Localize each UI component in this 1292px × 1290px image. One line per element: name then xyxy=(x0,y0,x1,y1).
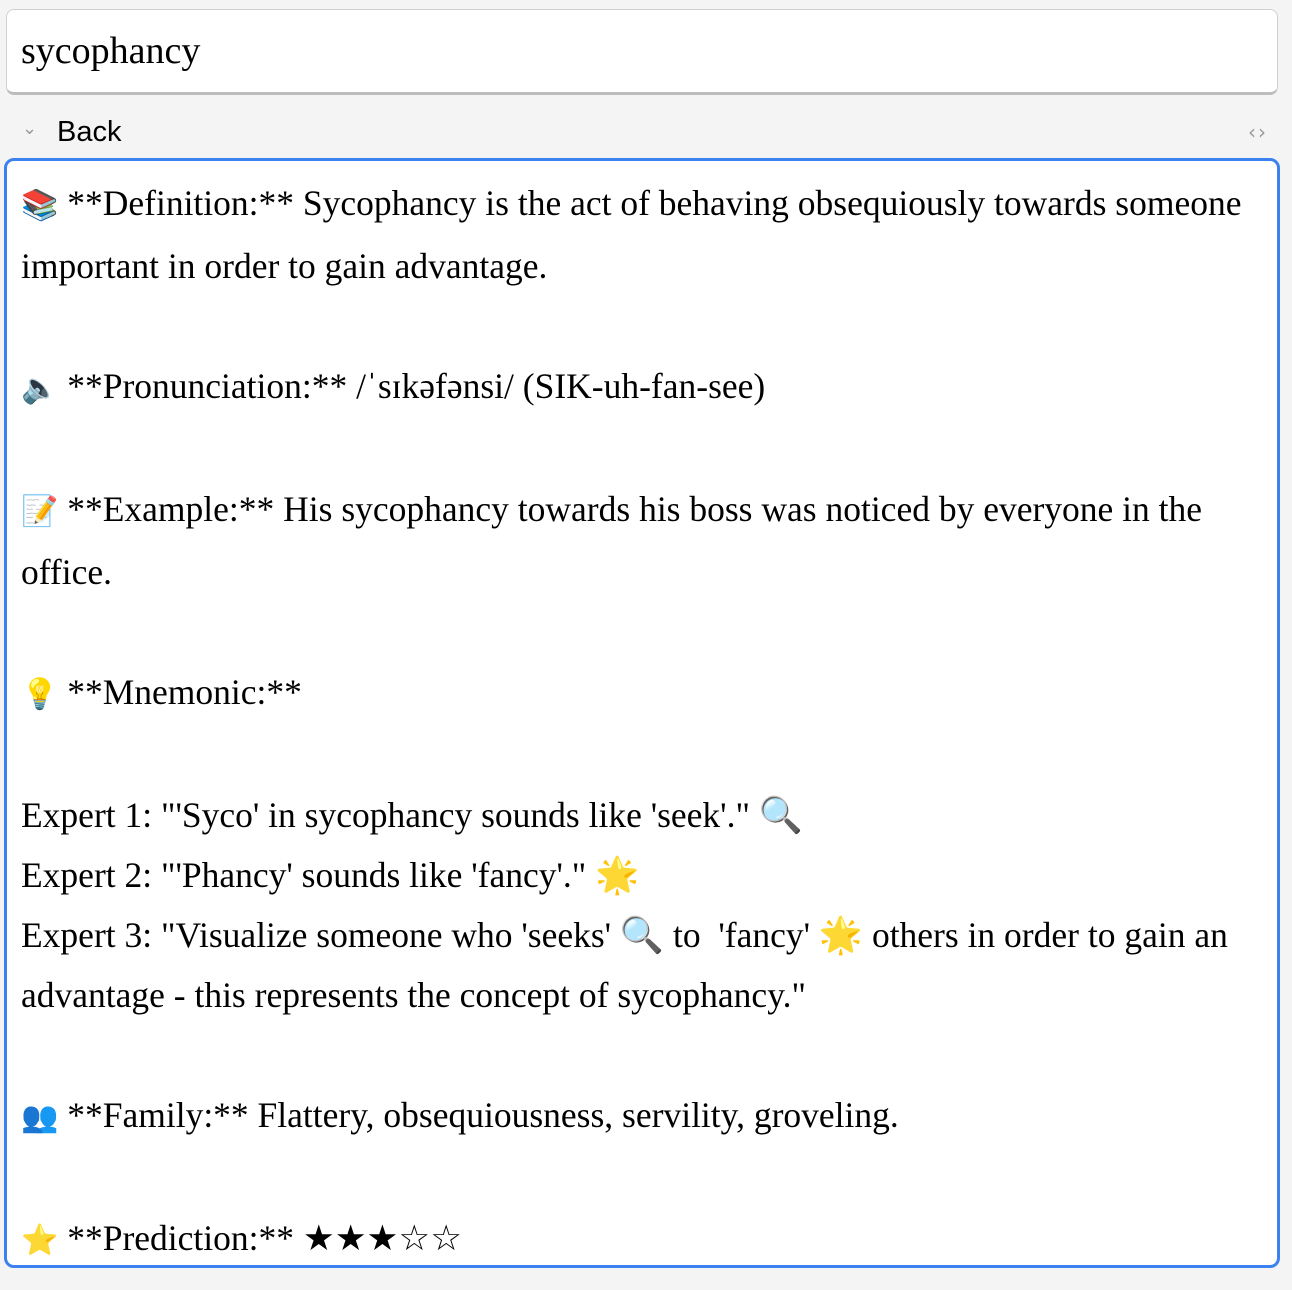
content-line xyxy=(21,662,1263,725)
line-text: Expert 1: "'Syco' in sycophancy sounds like 'seek'." 🔍 xyxy=(21,795,804,835)
content-line xyxy=(21,1025,1263,1085)
line-text: **Family:** Flattery, obsequiousness, servility, groveling. xyxy=(58,1095,899,1135)
line-text: **Pronunciation:** /ˈsɪkəfənsi/ (SIK-uh-fan-see) xyxy=(58,366,766,406)
content-line xyxy=(21,785,1263,845)
content-line xyxy=(21,419,1263,479)
content-line xyxy=(21,479,1263,602)
content-line xyxy=(21,602,1263,662)
content-line xyxy=(21,1085,1263,1148)
line-emoji-icon: 📚 xyxy=(21,188,59,223)
content-line xyxy=(21,356,1263,419)
line-text: **Example:** His sycophancy towards his boss was noticed by everyone in the office. xyxy=(21,489,1211,592)
line-text: Expert 2: "'Phancy' sounds like 'fancy'." 🌟 xyxy=(21,855,640,895)
chevron-down-icon[interactable]: ⌄ xyxy=(22,118,38,139)
code-toggle-icon[interactable]: ‹› xyxy=(1248,120,1268,144)
line-emoji-icon: 💡 xyxy=(21,677,59,712)
search-input[interactable] xyxy=(6,9,1278,95)
content-line xyxy=(21,725,1263,785)
line-text: **Definition:** Sycophancy is the act of behaving obsequiously towards someone important in order to gain advantage. xyxy=(21,183,1251,286)
content-line xyxy=(21,1208,1263,1268)
line-text: Expert 3: "Visualize someone who 'seeks' 🔍 to 'fancy' 🌟 others in order to gain an advantage - this represents the concept of sycophancy." xyxy=(21,915,1237,1015)
line-emoji-icon: 👥 xyxy=(21,1100,59,1135)
back-button[interactable]: Back xyxy=(57,116,122,148)
content-line xyxy=(21,173,1263,296)
line-emoji-icon: 🔈 xyxy=(21,371,59,406)
content-line xyxy=(21,905,1263,1025)
navigation-bar xyxy=(0,112,1292,156)
line-emoji-icon: ⭐ xyxy=(21,1223,59,1258)
result-content xyxy=(4,158,1280,1268)
content-line xyxy=(21,845,1263,905)
line-text: **Prediction:** ★★★☆☆ xyxy=(58,1218,463,1258)
line-text: **Mnemonic:** xyxy=(58,672,302,712)
content-line xyxy=(21,296,1263,356)
content-line xyxy=(21,1148,1263,1208)
line-emoji-icon: 📝 xyxy=(21,494,59,529)
